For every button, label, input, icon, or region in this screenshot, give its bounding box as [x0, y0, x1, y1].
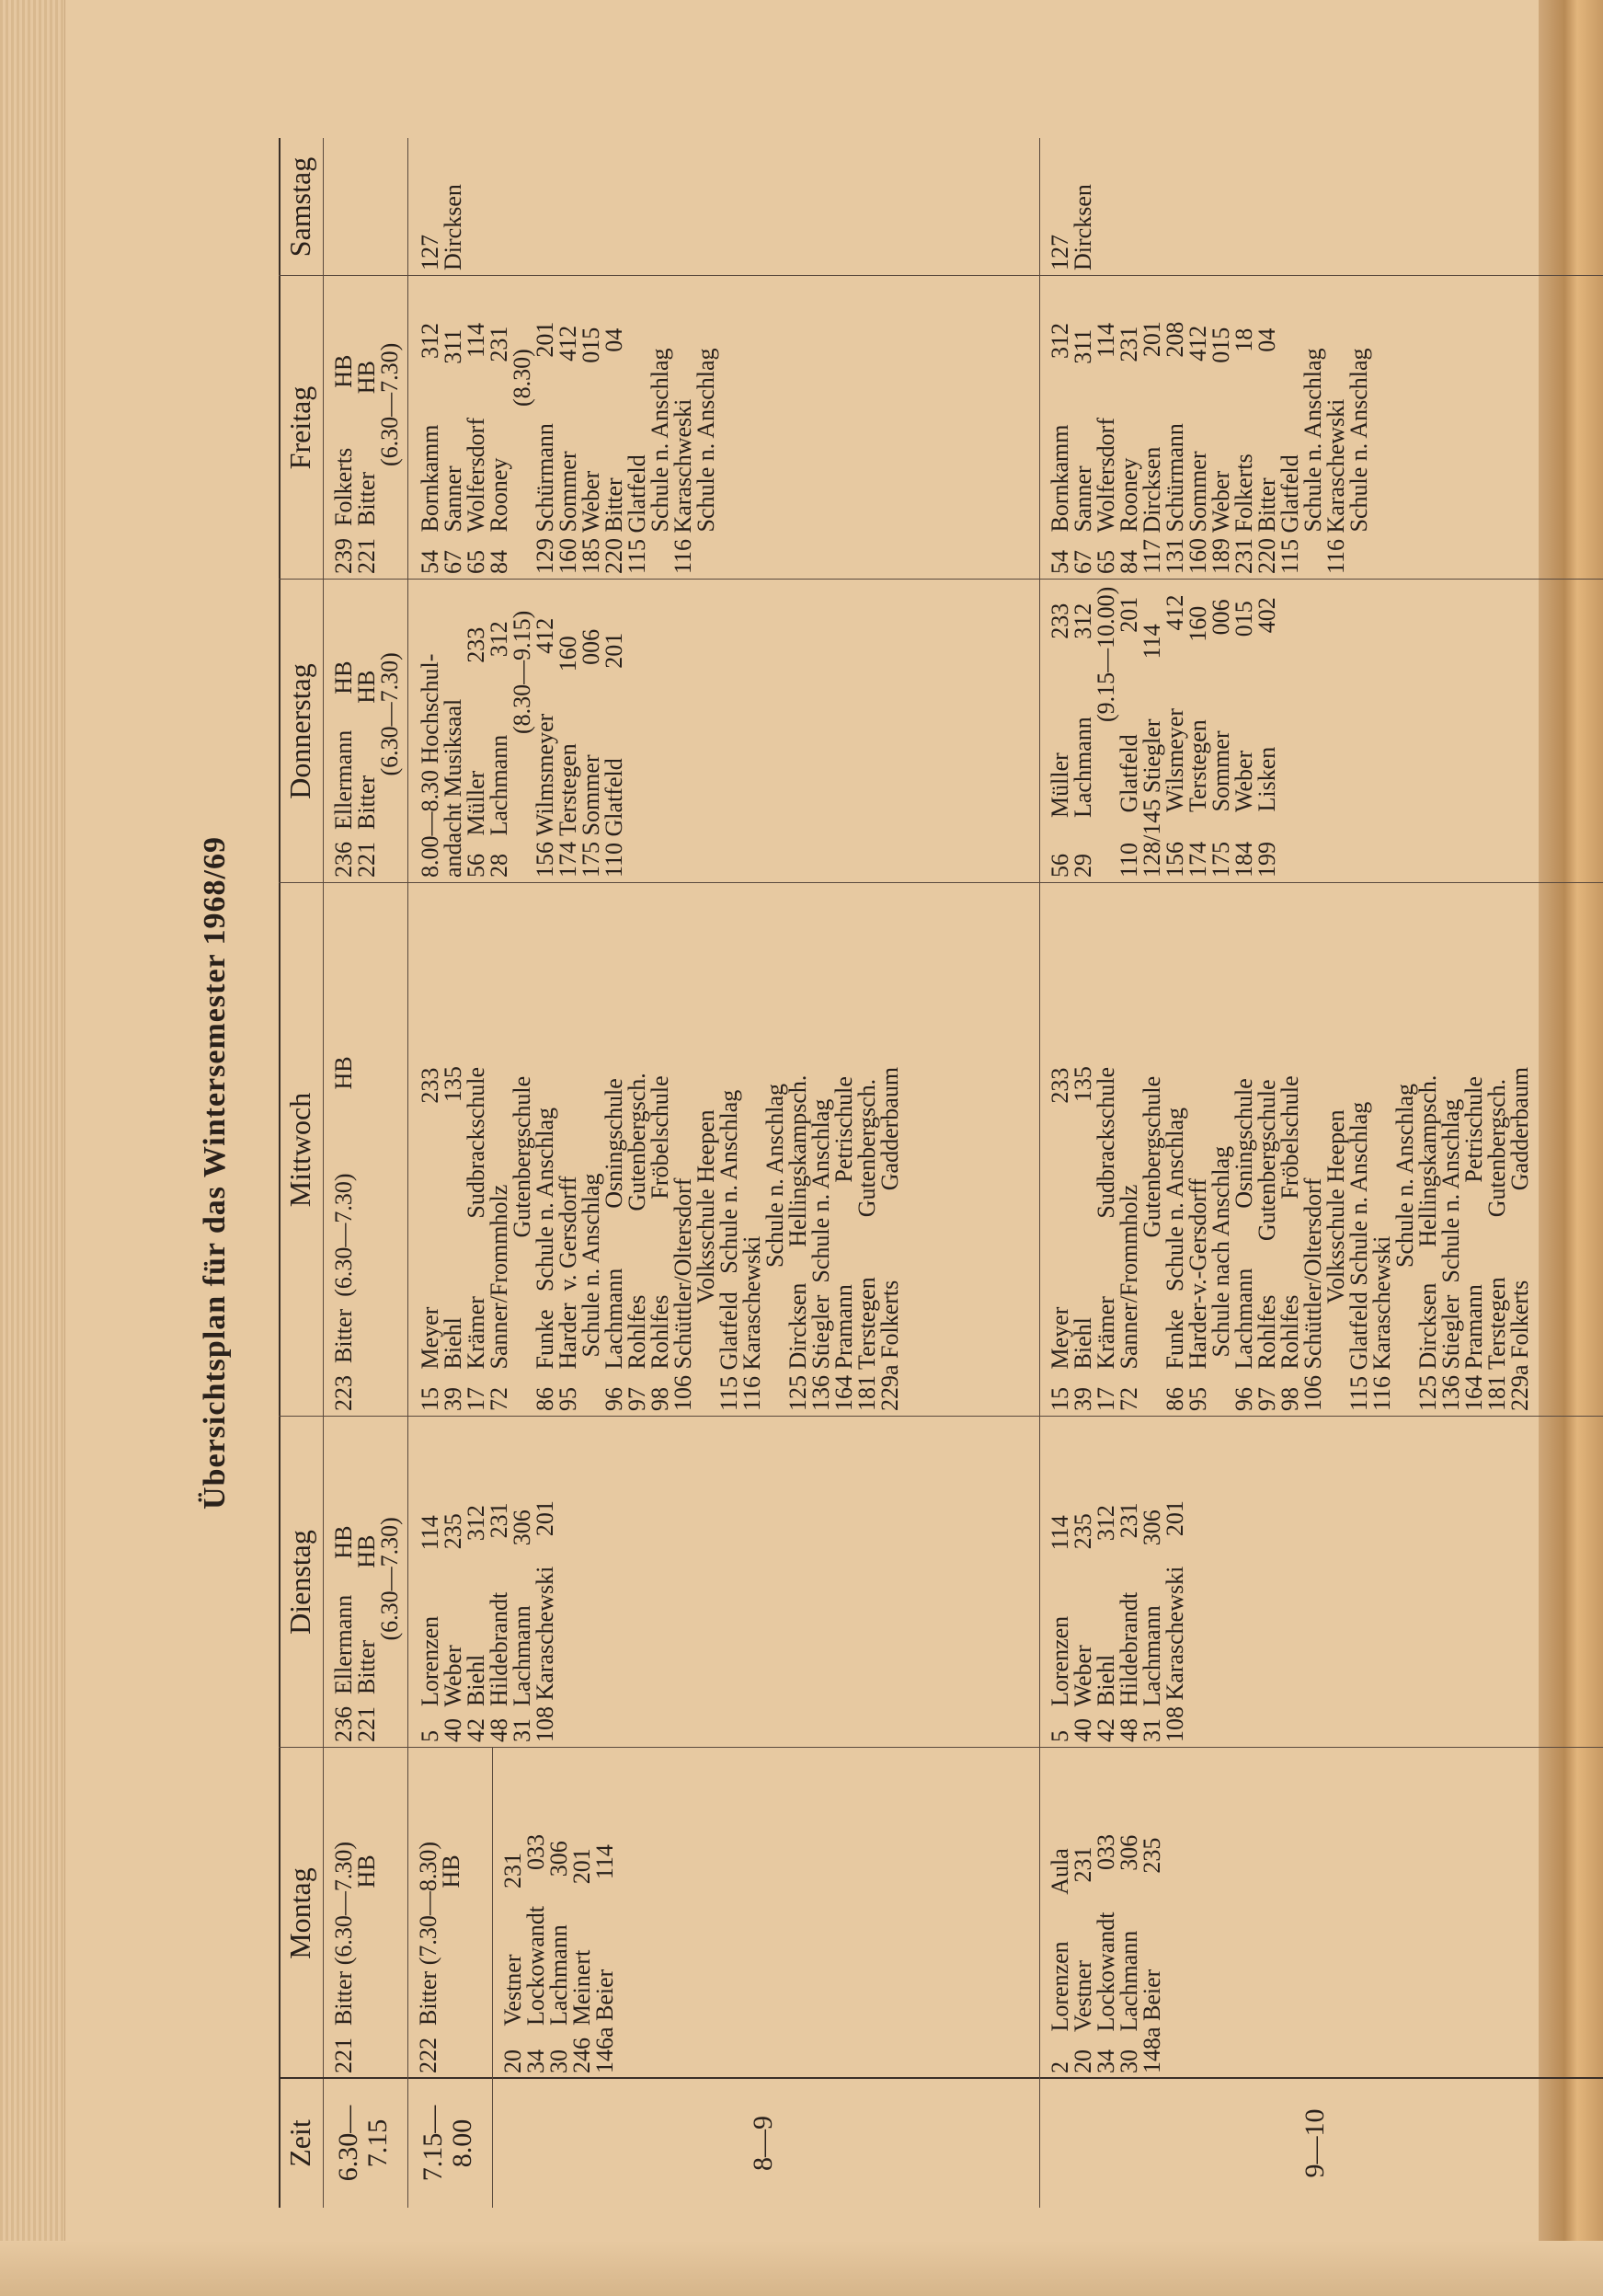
cell-r3-freitag: 54 Bornkamm 312 67 Sanner 311 65 Wolfersdorf 114 84 Rooney 231 (8.30) 129 Schürmann 201 160 Sommer 412 185 Weber 015 220 Bitter 04 115 Glatfeld Schule n. Anschlag 116 Karaschweski Schule n. Anschlag: [417, 321, 719, 574]
cell-r4-dienstag: 5 Lorenzen 114 40 Weber 235 42 Biehl 312 48 Hildebrandt 231 31 Lachmann 306 108 Karaschewski 201: [1047, 1500, 1188, 1742]
page-bottom-edge: [0, 2241, 1603, 2296]
cell-r1-freitag: 239 Folkerts HB 221 Bitter HB (6.30—7.30): [330, 342, 403, 574]
cell-r4-montag: 2 Lorenzen Aula 20 Vestner 231 34 Lockowandt 033 30 Lachmann 306 148a Beier 235: [1047, 1834, 1165, 2073]
col-sep: [279, 1416, 1603, 1417]
row-sep: [407, 138, 408, 1748]
row-sep: [1039, 138, 1040, 2208]
header-zeit: Zeit: [283, 2119, 316, 2167]
col-sep: [279, 275, 1603, 276]
page-title: Übersichtsplan für das Wintersemester 1968/69: [198, 836, 232, 1510]
header-freitag: Freitag: [283, 385, 316, 470]
book-edge: [0, 0, 65, 2296]
cell-r3-mittwoch: 15 Meyer 233 39 Biehl 135 17 Krämer Sudbrackschule 72 Sanner/Frommholz Gutenbergschule 86 Funke Schule n. Anschlag 95 Harder v. Gersdorff Schule n. Anschlag 96 Lachmann Osningschule 97 Rohlfes Gutenbergsch. 98 Rohlfes Fröbelschule 106 Schüttler/Oltersdorf Volksschule Heepen 115 Glatfeld Schule n. Anschlag 116 Karaschewski Schule n. Anschlag 125 Dircksen Hellingskampsch. 136 Stiegler Schule n. Anschlag 164 Pramann Petrischule 181 Terstegen Gutenbergsch. 229a Folkerts Gadderbaum: [417, 1066, 903, 1411]
cell-r3-montag: 20 Vestner 231 34 Lockowandt 033 30 Lachmann 306 246 Meinert 201 146a Beier 114: [499, 1834, 618, 2073]
header-montag: Montag: [283, 1867, 316, 1959]
cell-r4-mittwoch: 15 Meyer 233 39 Biehl 135 17 Krämer Sudbrackschule 72 Sanner/Frommholz Gutenbergschule 86 Funke Schule n. Anschlag 95 Harder-v.-Gersdorff Schule nach Anschlag 96 Lachmann Osningschule 97 Rohlfes Gutenbergschule 98 Rohlfes Fröbelschule 106 Schüttler/Oltersdorf Volksschule Heepen 115 Glatfeld Schule n. Anschlag 116 Karaschewski Schule n. Anschlag 125 Dircksen Hellingskampsch. 136 Stiegler Schule n. Anschlag 164 Pramann Petrischule 181 Terstegen Gutenbergsch. 229a Folkerts Gadderbaum: [1047, 1066, 1533, 1411]
col-sep: [279, 2077, 1603, 2079]
cell-r1-dienstag: 236 Ellermann HB 221 Bitter HB (6.30—7.30): [330, 1517, 403, 1742]
col-sep: [279, 579, 1603, 580]
cell-r1-montag: 221 Bitter (6.30—7.30) HB: [330, 1841, 380, 2073]
col-sep: [279, 1747, 1603, 1748]
cell-r3-samstag: 127 Dircksen: [417, 184, 466, 270]
time-label: 8—9: [748, 2116, 778, 2171]
time-label: 7.15— 8.00: [418, 2105, 477, 2182]
time-label: 6.30— 7.15: [333, 2105, 393, 2182]
cell-r3-dienstag: 5 Lorenzen 114 40 Weber 235 42 Biehl 312 48 Hildebrandt 231 31 Lachmann 306 108 Karaschewski 201: [417, 1500, 558, 1742]
time-label: 9—10: [1300, 2108, 1330, 2178]
header-donnerstag: Donnerstag: [283, 663, 316, 799]
cell-r4-samstag: 127 Dircksen: [1047, 184, 1096, 270]
cell-r2-montag: 222 Bitter (7.30—8.30) HB: [415, 1841, 464, 2073]
cell-r4-freitag: 54 Bornkamm 312 67 Sanner 311 65 Wolfersdorf 114 84 Rooney 231 117 Dircksen 201 131 Schürmann 208 160 Sommer 412 189 Weber 015 231 Folkerts 18 220 Bitter 04 115 Glatfeld Schule n. Anschlag 116 Karaschewski Schule n. Anschlag: [1047, 321, 1372, 574]
header-mittwoch: Mittwoch: [283, 1092, 316, 1208]
row-sep: [492, 1748, 493, 2208]
cell-r1-mittwoch: 223 Bitter (6.30—7.30) HB: [330, 1056, 357, 1411]
timetable: [198, 138, 1603, 2208]
col-sep: [279, 882, 1603, 883]
cell-r3-donnerstag: 8.00—8.30 Hochschul- andacht Musiksaal 56 Müller 233 28 Lachmann 312 (8.30—9.15) 156 Wilmsmeyer 412 174 Terstegen 160 175 Sommer 006 110 Glatfeld 201: [417, 610, 627, 878]
header-dienstag: Dienstag: [283, 1530, 316, 1635]
cell-r4-donnerstag: 56 Müller 233 29 Lachmann 312 (9.15—10.00) 110 Glatfeld 201 128/145 Stiegler 114 156 Wilsmeyer 412 174 Terstegen 160 175 Sommer 006 184 Weber 015 199 Lisken 402: [1047, 586, 1280, 878]
header-bottom-rule: [323, 138, 324, 2208]
row-sep: [407, 1748, 408, 2208]
cell-r1-donnerstag: 236 Ellermann HB 221 Bitter HB (6.30—7.30): [330, 652, 403, 878]
header-samstag: Samstag: [283, 156, 316, 258]
